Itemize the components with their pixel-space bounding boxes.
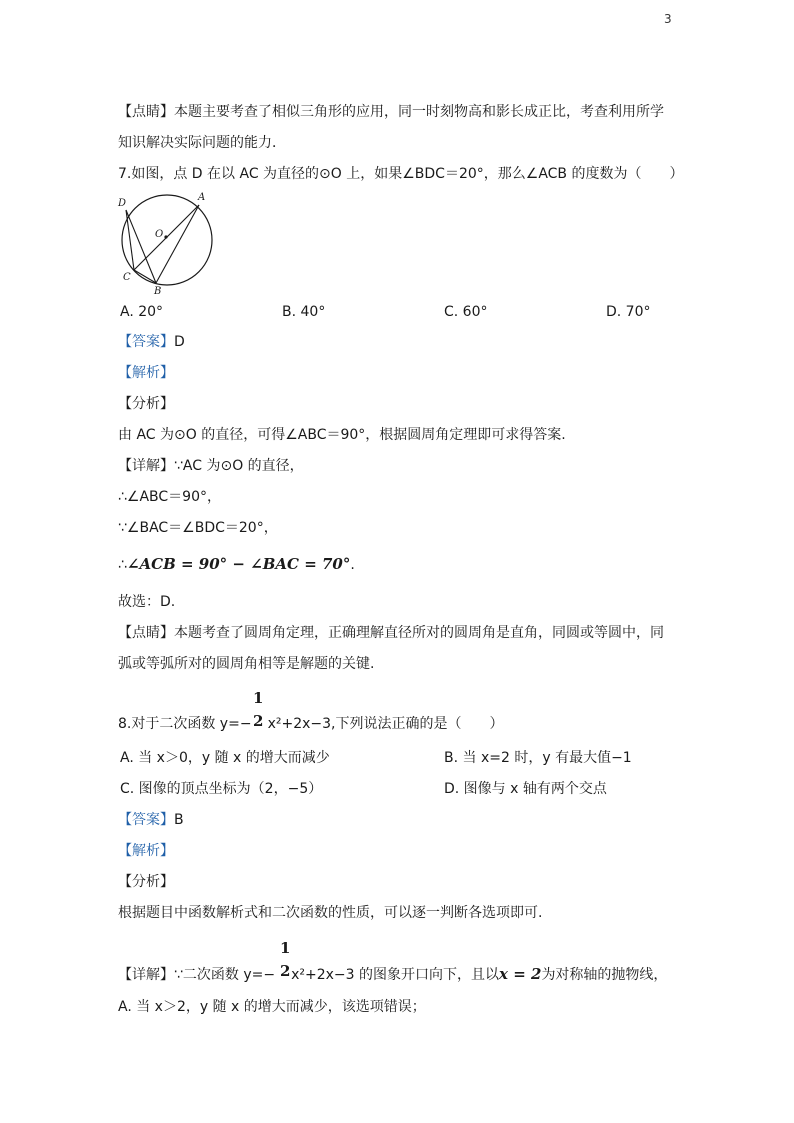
step-4-period: . [350,557,355,573]
therefore-symbol: ∴ [118,557,127,573]
q8-option-d: D. 图像与 x 轴有两个交点 [444,781,607,797]
q8-detail-frac-numerator: 1 [280,939,291,957]
q8-answer [118,810,184,830]
q8-xiangjie-tag: 【详解】 [118,967,174,983]
q8-xiangjie-suffix: 为对称轴的抛物线， [541,967,668,983]
q7-fenxi: 由 AC 为⊙O 的直径，可得∠ABC＝90°，根据圆周角定理即可求得答案. [118,427,566,443]
q8-detail-frac-denominator: 2 [280,962,291,980]
note-text-1: 本题主要考查了相似三角形的应用，同一时刻物高和影长成正比，考查利用所学 [174,104,664,120]
q7-circle-figure [112,190,222,296]
q8-stem [118,714,503,734]
q8-stem-prefix: 8.对于二次函数 y=− [118,716,252,732]
q8-option-b: B. 当 x=2 时，y 有最大值−1 [444,750,632,766]
q7-step-2: ∴∠ABC＝90°， [118,489,221,505]
q7-option-a: A. 20° [120,304,164,320]
q8-answer-value: B [174,812,184,828]
segment-cb [134,270,156,283]
q7-option-d: D. 70° [606,304,651,320]
q7-xiangjie-line [118,456,304,476]
xiangjie-text: ∵AC 为⊙O 的直径， [174,458,304,474]
q8-xiangjie-line [118,964,667,985]
q7-choose: 故选：D. [118,594,176,610]
segment-ba [156,205,199,283]
dianjing-tag: 【点睛】 [118,104,174,120]
label-o: O [155,229,164,240]
q7-option-c: C. 60° [444,304,488,320]
center-point [164,235,167,238]
answer-value: D [174,334,185,350]
q8-axis-equation: x = 2 [499,965,542,983]
q8-stem-suffix: x²+2x−3,下列说法正确的是（ ） [267,716,504,732]
q8-line-a: A. 当 x＞2，y 随 x 的增大而减少，该选项错误； [118,999,426,1015]
q7-answer [118,332,185,352]
label-a: A [198,192,206,203]
q8-jiexi-tag: 【解析】 [118,843,174,859]
q7-dianjing-line-1 [118,623,664,643]
q8-frac-numerator: 1 [253,689,264,707]
q7-step-3: ∵∠BAC＝∠BDC＝20°， [118,520,278,536]
q8-answer-tag: 【答案】 [118,812,174,828]
q8-option-c: C. 图像的顶点坐标为（2，−5） [120,781,323,797]
q7-dianjing-line-2: 弧或等弧所对的圆周角相等是解题的关键. [118,656,375,672]
dianjing-text-1: 本题考查了圆周角定理，正确理解直径所对的圆周角是直角，同圆或等圆中，同 [174,625,664,641]
note-line-1 [118,102,664,122]
xiangjie-tag: 【详解】 [118,458,174,474]
q7-step-4 [118,554,355,575]
answer-tag: 【答案】 [118,334,174,350]
q8-fenxi-tag: 【分析】 [118,874,174,890]
q8-xiangjie-prefix: ∵二次函数 y=− [174,967,276,983]
q8-option-a: A. 当 x＞0，y 随 x 的增大而减少 [120,750,330,766]
circle-diagram [112,190,222,296]
label-b: B [154,286,162,296]
label-c: C [123,272,131,283]
q8-fenxi: 根据题目中函数解析式和二次函数的性质，可以逐一判断各选项即可. [118,905,543,921]
q7-fenxi-tag: 【分析】 [118,396,174,412]
page-number: 3 [664,12,672,26]
label-d: D [118,198,127,209]
q7-jiexi-tag: 【解析】 [118,365,174,381]
note-text-2: 知识解决实际问题的能力． [118,135,286,151]
q8-xiangjie-mid: x²+2x−3 的图象开口向下，且以 [291,967,500,983]
dianjing-tag-2: 【点睛】 [118,625,174,641]
q8-frac-denominator: 2 [253,712,264,730]
q7-stem: 7.如图，点 D 在以 AC 为直径的⊙O 上，如果∠BDC＝20°，那么∠ACB 的度数为（ ） [118,166,684,182]
q7-option-b: B. 40° [282,304,326,320]
step-4-equation: ∠ACB = 90° − ∠BAC = 70° [126,555,351,573]
